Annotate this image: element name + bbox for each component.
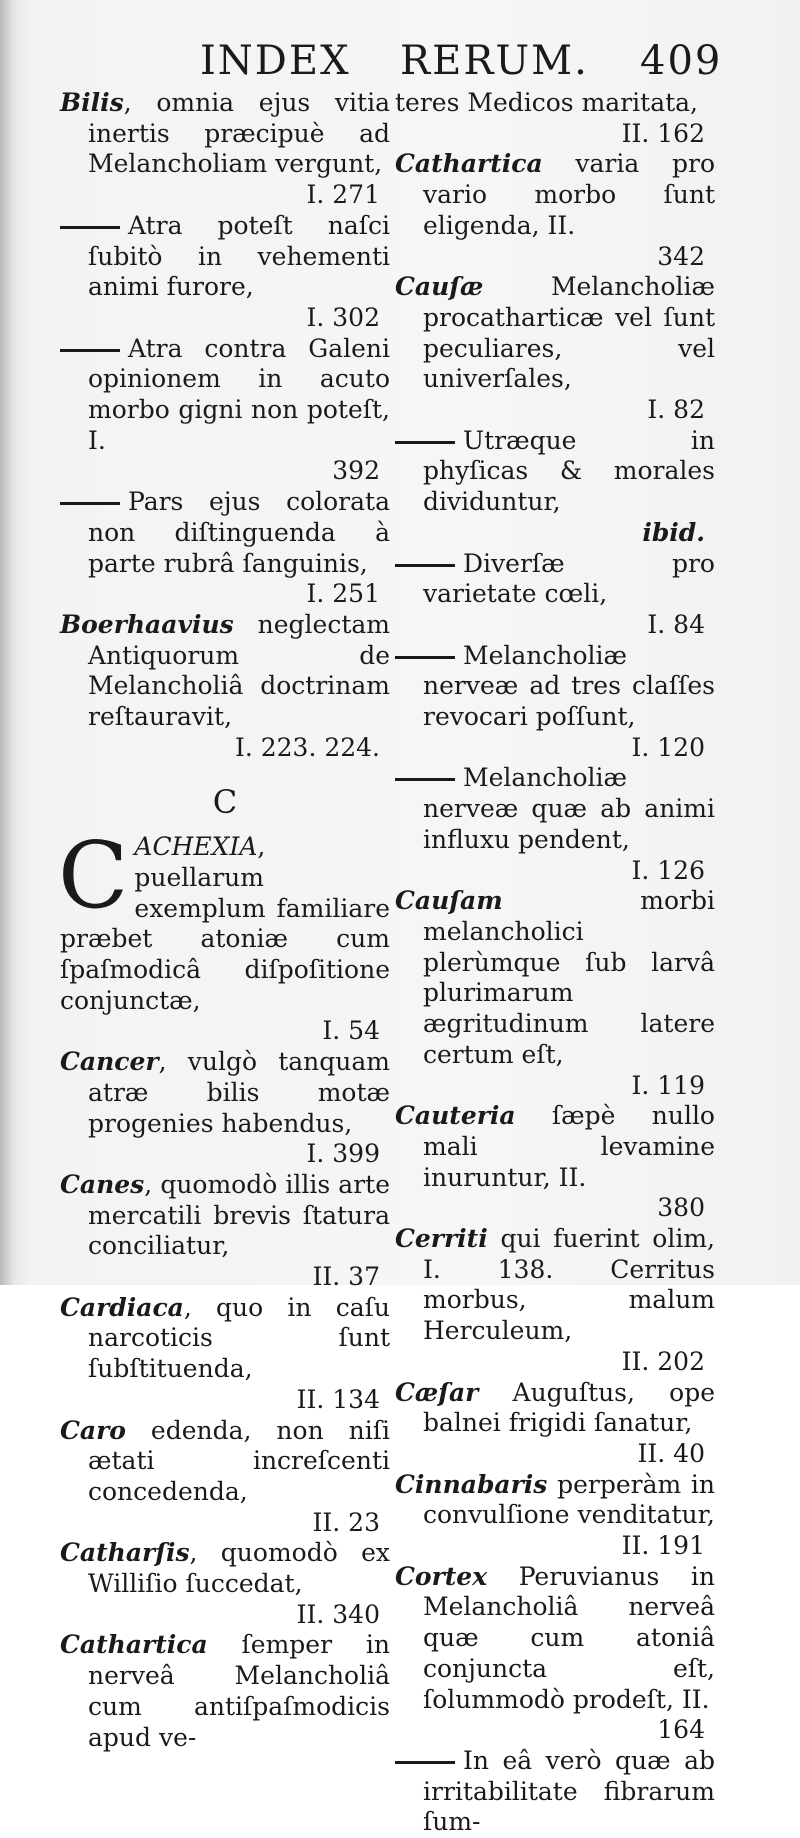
entry-lead: Caro	[60, 1415, 126, 1445]
repeat-dash	[60, 226, 120, 229]
right-column	[395, 88, 715, 1838]
entry-ref: II. 340	[296, 1599, 380, 1629]
entry-ref: 392	[332, 456, 380, 486]
entry-lead: ACHEXIA	[134, 832, 258, 862]
entry-ref: I. 251	[306, 579, 380, 609]
entry-lead: Cancer	[60, 1047, 159, 1077]
entry-text: , vulgò tanquam atræ bilis motæ progenies habendus,	[88, 1047, 390, 1138]
index-entry	[395, 272, 715, 395]
entry-ref: II. 37	[312, 1262, 380, 1292]
repeat-dash	[395, 656, 455, 659]
index-entry	[395, 763, 715, 855]
entry-lead: Catharſis	[60, 1538, 190, 1568]
entry-text: edenda, non niſi ætati increſcenti concedenda,	[88, 1415, 390, 1506]
index-entry	[60, 211, 390, 303]
repeat-dash	[60, 502, 120, 505]
entry-lead: Cauſæ	[395, 272, 484, 302]
index-entry	[60, 1416, 390, 1508]
entry-ref: I. 399	[306, 1139, 380, 1169]
entry-text: Peruvianus in Melancholiâ nerveâ quæ cum atoniâ conjuncta eſt, ſolummodò prodeſt, II.	[423, 1561, 715, 1714]
entry-text: , puellarum exemplum familiare præbet atoniæ cum ſpaſmodicâ diſpoſitione conjunctæ,	[60, 832, 390, 1015]
repeat-dash	[395, 1761, 455, 1764]
entry-text: Auguſtus, ope balnei frigidi ſanatur,	[423, 1377, 715, 1438]
entry-text: varia pro vario morbo ſunt eligenda, II.	[423, 149, 715, 240]
entry-text: neglectam Antiquorum de Melancholiâ doctrinam reſtauravit,	[88, 609, 390, 732]
repeat-dash	[60, 349, 120, 352]
index-entry	[395, 886, 715, 1070]
entry-ref: I. 126	[631, 855, 705, 885]
header-word-index: INDEX	[200, 38, 351, 84]
entry-text: Atra contra Galeni opinionem in acuto morbo gigni non poteſt, I.	[88, 333, 390, 455]
drop-cap: C	[58, 822, 129, 930]
index-entry	[60, 1538, 390, 1599]
index-entry-cachexia	[58, 822, 390, 1016]
entry-lead: Canes	[60, 1169, 145, 1199]
entry-text: , quomodò ex Williſio ſuccedat,	[88, 1538, 390, 1599]
index-entry	[395, 1101, 715, 1193]
index-entry	[395, 1746, 715, 1838]
index-entry	[395, 1224, 715, 1347]
entry-text: Diverſæ pro varietate cœli,	[423, 548, 715, 609]
entry-ref: II. 134	[296, 1384, 380, 1414]
entry-lead: Cardiaca	[60, 1292, 184, 1322]
entry-text: Atra poteſt naſci ſubitò in vehementi animi furore,	[88, 210, 390, 302]
entry-ref: II. 191	[621, 1531, 705, 1561]
entry-ref: 380	[657, 1193, 705, 1223]
index-entry	[60, 88, 390, 180]
index-entry	[395, 1470, 715, 1531]
entry-ref: ibid.	[642, 517, 705, 547]
entry-ref: II. 23	[312, 1507, 380, 1537]
index-entry	[395, 549, 715, 610]
entry-lead: Cerriti	[395, 1224, 488, 1254]
entry-text: qui fuerint olim, I. 138. Cerritus morbus, malum Herculeum,	[423, 1224, 715, 1346]
entry-lead: Cauſam	[395, 886, 503, 916]
entry-ref: I. 82	[647, 395, 705, 425]
index-entry	[60, 334, 390, 457]
page-number: 409	[640, 38, 723, 84]
entry-text: teres Medicos maritata,	[395, 88, 698, 117]
index-entry	[395, 1562, 715, 1716]
entry-ref: I. 271	[306, 180, 380, 210]
entry-text: , quomodò illis arte mercatili brevis ſtatura conciliatur,	[88, 1169, 390, 1261]
entry-text: Pars ejus colorata non diſtinguenda à parte rubrâ ſanguinis,	[88, 487, 390, 578]
entry-lead: Cæſar	[395, 1377, 479, 1407]
header-word-rerum: RERUM.	[400, 38, 589, 84]
index-entry	[60, 1047, 390, 1139]
entry-ref: I. 119	[631, 1070, 705, 1100]
entry-text: , omnia ejus vitia inertis præcipuè ad Melancholiam vergunt,	[88, 88, 390, 179]
entry-ref: I. 120	[631, 732, 705, 762]
entry-ref: 164	[657, 1715, 705, 1745]
index-entry	[60, 610, 390, 733]
entry-lead: Cauteria	[395, 1101, 516, 1131]
repeat-dash	[395, 778, 455, 781]
repeat-dash	[395, 441, 455, 444]
entry-ref: II. 40	[637, 1438, 705, 1468]
entry-text: In eâ verò quæ ab irritabilitate fibrarum ſum-	[423, 1745, 715, 1837]
index-entry	[60, 1630, 390, 1753]
entry-ref: I. 84	[647, 609, 705, 639]
entry-text: Melancholiæ nerveæ ad tres claſſes revocari poſſunt,	[423, 640, 715, 732]
index-entry	[60, 487, 390, 579]
section-letter: C	[212, 783, 238, 822]
entry-text: Melancholiæ nerveæ quæ ab animi influxu pendent,	[423, 763, 715, 854]
entry-text: ſemper in nerveâ Melancholiâ cum antiſpaſmodicis apud ve-	[88, 1630, 390, 1752]
index-entry	[395, 426, 715, 518]
index-entry	[60, 1170, 390, 1262]
entry-ref: II. 162	[621, 118, 705, 148]
entry-ref: II. 202	[621, 1346, 705, 1376]
left-column	[60, 88, 390, 1753]
entry-lead: Boerhaavius	[60, 609, 234, 639]
entry-ref: I. 302	[306, 302, 380, 332]
entry-lead: Cinnabaris	[395, 1469, 548, 1499]
entry-lead: Cortex	[395, 1561, 488, 1591]
entry-ref: I. 223. 224.	[234, 732, 380, 762]
index-entry	[395, 641, 715, 733]
entry-text: ſæpè nullo mali levamine inuruntur, II.	[423, 1101, 715, 1192]
entry-text: , quo in caſu narcoticis ſunt ſubſtituenda,	[88, 1292, 390, 1384]
entry-text: perperàm in convulſione venditatur,	[423, 1469, 715, 1530]
entry-text: morbi melancholici plerùmque ſub larvâ plurimarum ægritudinum latere certum eſt,	[423, 886, 715, 1069]
index-entry	[60, 1293, 390, 1385]
entry-lead: Bilis	[60, 88, 124, 117]
entry-lead: Cathartica	[395, 149, 543, 179]
entry-text: Melancholiæ procatharticæ vel ſunt peculiares, vel univerſales,	[423, 272, 715, 394]
repeat-dash	[395, 564, 455, 567]
entry-ref: 342	[657, 241, 705, 271]
entry-text: Utræque in phyſicas & morales dividuntur,	[423, 425, 715, 517]
entry-ref: I. 54	[322, 1016, 380, 1046]
index-entry	[395, 1378, 715, 1439]
index-entry	[395, 149, 715, 241]
entry-lead: Cathartica	[60, 1630, 208, 1660]
index-entry	[395, 88, 715, 119]
